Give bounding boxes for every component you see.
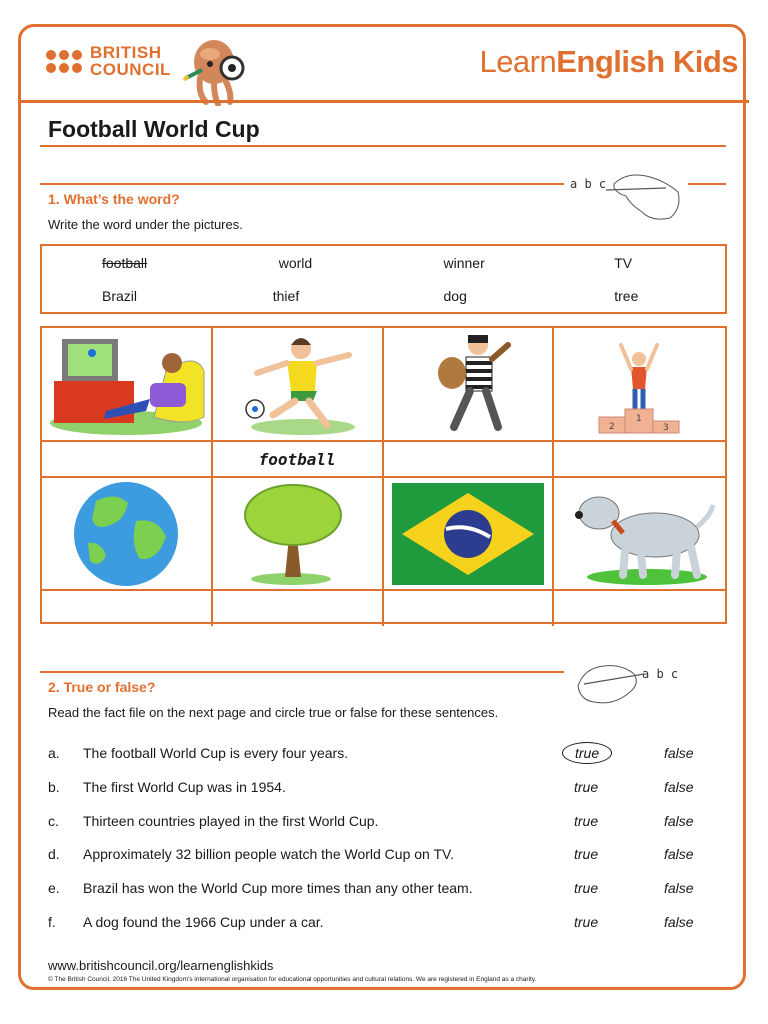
picture-cell-dog [554,478,725,591]
answer-cell-5[interactable] [42,591,213,626]
section1-heading: 1. What’s the word? [48,191,180,207]
true-option[interactable]: true [574,880,599,897]
picture-cell-tv [42,328,213,442]
logo-line-2: COUNCIL [90,60,171,79]
picture-cell-tree [213,478,384,591]
hand-letters: a b c [570,177,607,191]
footer-copyright: © The British Council, 2016 The United Kingdom’s international organisation for educational opportunities and cultural relations. We are registered in England as a charity. [48,976,537,983]
logo-line-1: BRITISH [90,43,162,62]
podium-number-2: 2 [608,422,615,432]
section1-rule-left [40,183,564,185]
picture-cell-brazil [384,478,555,591]
thief-picture [418,331,518,437]
true-false-list [48,737,728,940]
section2-instruction: Read the fact file on the next page and circle true or false for these sentences. [48,705,499,720]
tf-item: c. Thirteen countries played in the first World Cup. true false [48,812,694,829]
true-option-circled[interactable]: true [562,742,612,764]
word-bank-item: football [102,254,148,271]
page-title: Football World Cup [48,116,260,142]
answer-cell-6[interactable] [213,591,384,626]
section2-rule [40,671,564,673]
football-player-picture [237,331,357,437]
tf-item: a. The football World Cup is every four years. true false [48,737,728,771]
word-bank [40,244,727,314]
word-bank-item: tree [614,287,639,304]
logo-dots-icon [46,50,82,73]
true-option[interactable]: true [574,913,599,930]
writing-hand-icon [566,166,686,226]
word-bank-item: dog [443,287,467,304]
tf-item: e. Brazil has won the World Cup more times than any other team. true false [48,880,694,897]
brazil-flag-picture [392,483,544,585]
answer-cell-8[interactable] [554,591,725,626]
dog-picture [565,481,715,587]
false-option[interactable]: false [664,812,694,829]
header-divider [18,100,749,103]
tf-item: b. The first World Cup was in 1954. true false [48,778,694,795]
footer-url-link[interactable]: www.britishcouncil.org/learnenglishkids [48,958,274,973]
answer-cell-2[interactable] [213,442,384,478]
learnenglish-kids-logo[interactable]: LearnEnglish Kids [479,44,738,79]
hand-letters-2: a b c [642,667,679,681]
podium-number-1: 1 [635,414,642,424]
false-option[interactable]: false [664,778,694,795]
answer-cell-4[interactable] [554,442,725,478]
tree-picture [237,481,357,587]
false-option[interactable]: false [664,745,694,761]
picture-cell-thief [384,328,555,442]
globe-picture [66,481,186,587]
true-option[interactable]: true [574,778,599,795]
answer-example-football: football [258,449,336,469]
mascot-icon [180,34,252,106]
true-option[interactable]: true [574,812,599,829]
tf-item: d. Approximately 32 billion people watch the World Cup on TV. true false [48,846,694,863]
tf-item: f. A dog found the 1966 Cup under a car. true false [48,913,694,930]
winner-podium-picture [595,331,685,437]
picture-cell-world [42,478,213,591]
word-bank-item: winner [443,254,485,271]
word-bank-item: world [278,254,313,271]
section1-rule-right [688,183,726,185]
answer-cell-7[interactable] [384,591,555,626]
false-option[interactable]: false [664,880,694,897]
false-option[interactable]: false [664,913,694,930]
podium-number-3: 3 [662,423,669,433]
word-bank-item: TV [614,254,633,271]
title-divider [40,145,726,147]
british-council-logo[interactable] [46,44,171,78]
section2-heading: 2. True or false? [48,679,156,695]
word-bank-item: thief [272,287,300,304]
picture-cell-winner [554,328,725,442]
writing-hand-icon-2 [570,656,690,716]
word-bank-item: Brazil [102,287,138,304]
section1-instruction: Write the word under the pictures. [48,217,243,232]
false-option[interactable]: false [664,846,694,863]
true-option[interactable]: true [574,846,599,863]
tv-watcher-picture [46,331,206,437]
picture-cell-football [213,328,384,442]
answer-cell-1[interactable] [42,442,213,478]
picture-grid [40,326,727,624]
answer-cell-3[interactable] [384,442,555,478]
